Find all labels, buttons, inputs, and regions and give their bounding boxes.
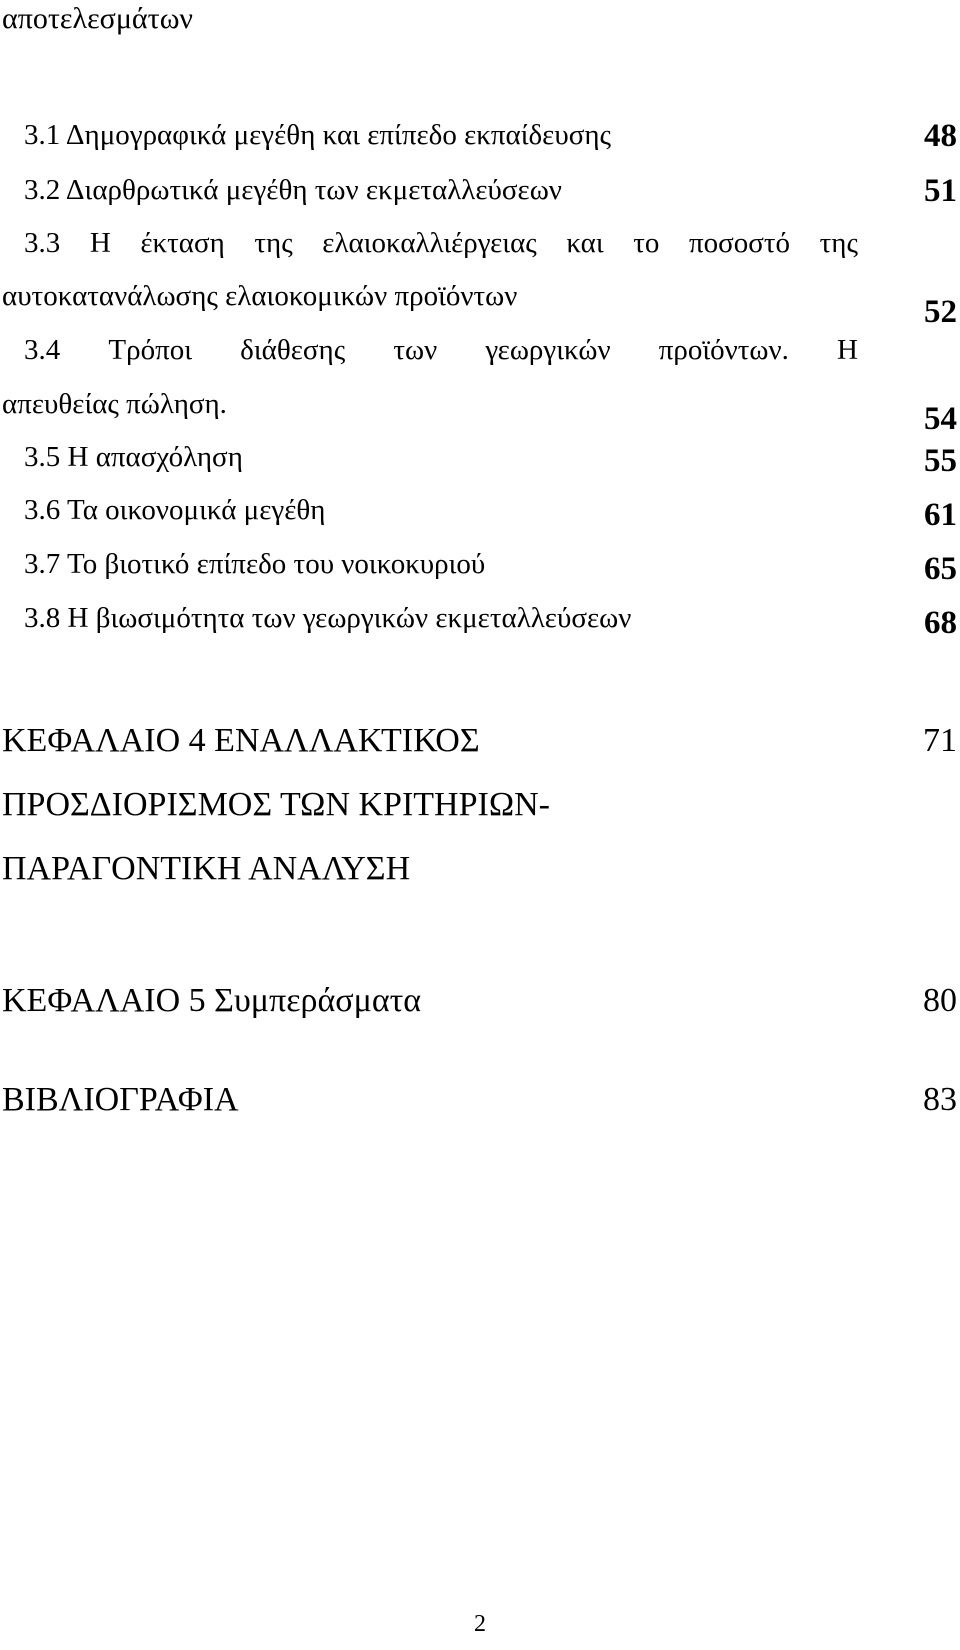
toc-entry-3-7-page: 65 [924,551,957,587]
toc-entry-3-3-label-line1 [24,229,858,258]
toc-chapter-5-page: 80 [923,982,957,1019]
word: προϊόντων. [658,334,789,366]
word: των [393,334,438,366]
word: Η [836,334,858,366]
word: έκταση [140,227,225,259]
toc-entry-3-2-page: 51 [924,173,957,209]
word: ποσοστό [689,227,791,259]
toc-chapter-5-label: ΚΕΦΑΛΑΙΟ 5 Συμπεράσματα [2,982,422,1019]
toc-chapter-4-line3: ΠΑΡΑΓΟΝΤΙΚΗ ΑΝΑΛΥΣΗ [2,850,411,887]
toc-entry-3-8-page: 68 [924,605,957,641]
word: και [566,227,604,259]
word: ελαιοκαλλιέργειας [322,227,537,259]
toc-entry-3-4-page: 54 [924,401,957,437]
word: 3.4 [24,334,61,366]
word: το [633,227,660,259]
word: Τρόποι [108,334,193,366]
word: Η [89,227,111,259]
toc-entry-3-3-label-line2: αυτοκατανάλωσης ελαιοκομικών προϊόντων [2,280,518,312]
toc-entry-3-6-label: 3.6 Τα οικονομικά μεγέθη [24,494,326,526]
toc-chapter-4-line2: ΠΡΟΣΔΙΟΡΙΣΜΟΣ ΤΩΝ ΚΡΙΤΗΡΙΩΝ- [2,786,550,823]
toc-entry-3-7-label: 3.7 Το βιοτικό επίπεδο του νοικοκυριού [24,548,486,580]
toc-entry-3-8-label: 3.8 Η βιωσιμότητα των γεωργικών εκμεταλλεύσεων [24,602,632,634]
word: διάθεσης [240,334,346,366]
word: της [819,227,858,259]
toc-entry-3-2-label: 3.2 Διαρθρωτικά μεγέθη των εκμεταλλεύσεων [24,174,562,206]
toc-entry-3-4-label-line2: απευθείας πώληση. [2,388,227,420]
toc-chapter-4-line1: ΚΕΦΑΛΑΙΟ 4 ΕΝΑΛΛΑΚΤΙΚΟΣ [2,722,480,759]
word: της [254,227,293,259]
toc-entry-3-5-page: 55 [924,443,957,479]
toc-entry-3-5-label: 3.5 Η απασχόληση [24,441,243,473]
word: 3.3 [24,227,61,259]
word: γεωργικών [485,334,611,366]
toc-entry-3-6-page: 61 [924,497,957,533]
toc-entry-3-1-page: 48 [924,118,957,154]
toc-chapter-4-page: 71 [923,722,957,759]
toc-entry-3-1-label: 3.1 Δημογραφικά μεγέθη και επίπεδο εκπαίδευσης [24,119,611,151]
toc-bibliography-label: ΒΙΒΛΙΟΓΡΑΦΙΑ [2,1081,239,1118]
toc-entry-3-4-label-line1 [24,336,858,365]
header-fragment: αποτελεσμάτων [2,2,194,35]
toc-entry-3-3-page: 52 [924,294,957,330]
toc-bibliography-page: 83 [923,1081,957,1118]
page-number: 2 [474,1611,486,1637]
